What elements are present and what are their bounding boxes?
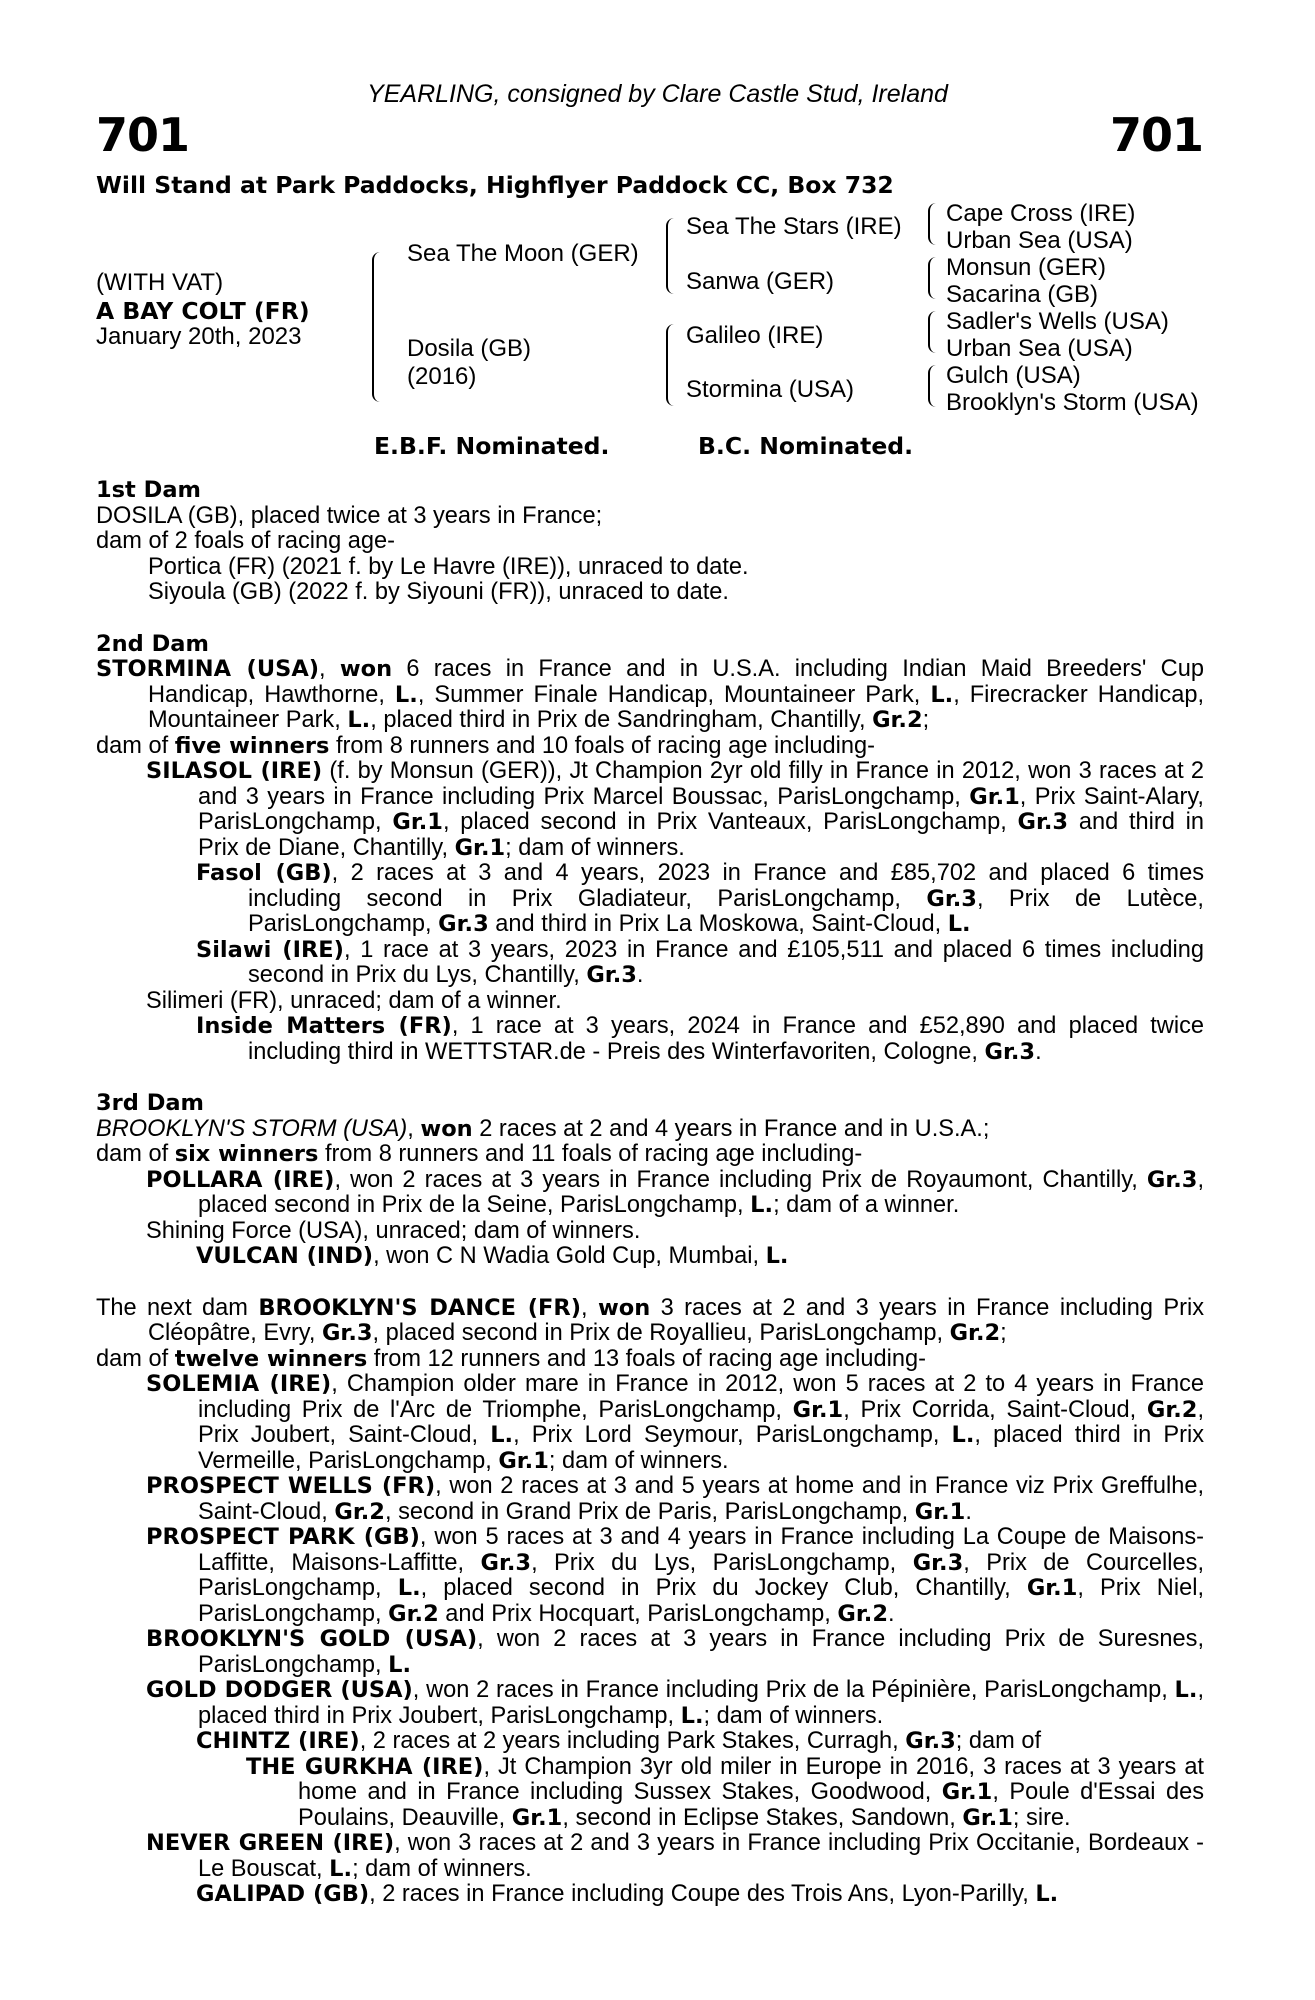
third-dam-heading: 3rd Dam (96, 1090, 204, 1116)
produce-entry: CHINTZ (IRE), 2 races at 2 years including Park Stakes, Curragh, Gr.3; dam of (196, 1728, 1042, 1754)
first-dam-foals: dam of 2 foals of racing age- (96, 528, 396, 554)
produce-entry: GOLD DODGER (USA), won 2 races in France including Prix de la Pépinière, ParisLongchamp, L., placed third in Prix Joubert, ParisLongchamp, L.; dam of winners. (146, 1677, 1204, 1729)
second-dam-produce-summary: dam of five winners from 8 runners and 10 foals of racing age including- (96, 732, 876, 759)
second-dam-heading: 2nd Dam (96, 630, 209, 657)
catalogue-body (96, 478, 1204, 1908)
pedigree-sds: Monsun (GER) (946, 254, 1107, 281)
pedigree-sdd: Sacarina (GB) (946, 281, 1099, 308)
produce-entry: POLLARA (IRE), won 2 races at 3 years in France including Prix de Royaumont, Chantilly, Gr.3, placed second in Prix de la Seine, ParisLongchamp, L.; dam of a winner. (146, 1166, 1204, 1218)
horse-name: A BAY COLT (FR) (96, 297, 310, 325)
pedigree-bracket-sire (666, 218, 676, 294)
foal-entry: Portica (FR) (2021 f. by Le Havre (IRE)), unraced to date. (148, 553, 749, 580)
lot-number-right: 701 (1109, 108, 1203, 162)
pedigree-dsd: Urban Sea (USA) (946, 335, 1133, 362)
pedigree-bracket-dd (928, 365, 937, 407)
produce-entry: NEVER GREEN (IRE), won 3 races at 2 and 3 years in France including Prix Occitanie, Bordeaux - Le Bouscat, L.; dam of winners. (146, 1830, 1204, 1882)
third-dam-produce-summary: dam of six winners from 8 runners and 11 foals of racing age including- (96, 1141, 863, 1167)
pedigree-sss: Cape Cross (IRE) (946, 200, 1136, 227)
produce-entry: SILASOL (IRE) (f. by Monsun (GER)), Jt Champion 2yr old filly in France in 2012, won 3 races at 2 and 3 years in France including Prix Marcel Boussac, ParisLongchamp, Gr.1, Prix Saint-Alary, ParisLongchamp, Gr.1, placed second in Prix Vanteaux, ParisLongchamp, Gr.3 and third in Prix de Diane, Chantilly, Gr.1; dam of winners. (146, 758, 1204, 861)
pedigree-ddd: Brooklyn's Storm (USA) (946, 389, 1199, 416)
sale-subtitle: YEARLING, consigned by Clare Castle Stud, Ireland (367, 80, 948, 108)
third-dam-record: BROOKLYN'S STORM (USA), won 2 races at 2 and 4 years in France and in U.S.A.; (96, 1115, 990, 1142)
lot-number-left: 701 (96, 108, 190, 162)
produce-entry: Inside Matters (FR), 1 race at 3 years, 2024 in France and £52,890 and placed twice including third in WETTSTAR.de - Preis des Winterfavoriten, Cologne, Gr.3. (196, 1013, 1205, 1065)
pedigree-sire: Sea The Moon (GER) (407, 240, 639, 267)
pedigree-bracket-ss (928, 203, 937, 245)
pedigree-bracket-ds (928, 311, 937, 353)
produce-entry: GALIPAD (GB), 2 races in France including Coupe des Trois Ans, Lyon-Parilly, L. (196, 1881, 1059, 1907)
pedigree-dds: Gulch (USA) (946, 362, 1081, 389)
foal-entry: Siyoula (GB) (2022 f. by Siyouni (FR)), unraced to date. (148, 579, 729, 605)
stand-location: Will Stand at Park Paddocks, Highflyer Paddock CC, Box 732 (96, 171, 894, 199)
produce-entry: PROSPECT PARK (GB), won 5 races at 3 and 4 years in France including La Coupe de Maisons-Laffitte, Maisons-Laffitte, Gr.3, Prix du Lys, ParisLongchamp, Gr.3, Prix de Courcelles, ParisLongchamp, L., placed second in Prix du Jockey Club, Chantilly, Gr.1, Prix Niel, ParisLongchamp, Gr.2 and Prix Hocquart, ParisLongchamp, Gr.2. (146, 1524, 1205, 1627)
pedigree-bracket-sd (928, 257, 937, 299)
bc-nomination: B.C. Nominated. (698, 432, 914, 460)
pedigree-dss: Sadler's Wells (USA) (946, 308, 1169, 335)
second-dam-record: STORMINA (USA), won 6 races in France and in U.S.A. including Indian Maid Breeders' Cup Handicap, Hawthorne, L., Summer Finale Handicap, Mountaineer Park, L., Firecracker Handicap, Mountaineer Park, L., placed third in Prix de Sandringham, Chantilly, Gr.2; (96, 656, 1204, 733)
pedigree-bracket-gen1 (372, 252, 384, 402)
pedigree-dam: Dosila (GB) (407, 335, 532, 362)
pedigree-dam-year: (2016) (407, 363, 477, 390)
produce-entry: Silawi (IRE), 1 race at 3 years, 2023 in France and £105,511 and placed 6 times including second in Prix du Lys, Chantilly, Gr.3. (196, 936, 1205, 988)
next-dam-produce-summary: dam of twelve winners from 12 runners and 13 foals of racing age including- (96, 1345, 926, 1372)
pedigree-ssd: Urban Sea (USA) (946, 227, 1133, 254)
ebf-nomination: E.B.F. Nominated. (374, 432, 610, 460)
produce-entry: Fasol (GB), 2 races at 3 and 4 years, 2023 in France and £85,702 and placed 6 times including second in Prix Gladiateur, ParisLongchamp, Gr.3, Prix de Lutèce, ParisLongchamp, Gr.3 and third in Prix La Moskowa, Saint-Cloud, L. (196, 860, 1204, 937)
horse-dob: January 20th, 2023 (96, 323, 302, 350)
next-dam-record: The next dam BROOKLYN'S DANCE (FR), won 3 races at 2 and 3 years in France including Prix Cléopâtre, Evry, Gr.3, placed second in Prix de Royallieu, ParisLongchamp, Gr.2; (96, 1294, 1204, 1346)
first-dam-heading: 1st Dam (96, 477, 201, 503)
produce-entry: Silimeri (FR), unraced; dam of a winner. (146, 987, 562, 1014)
vat-note: (WITH VAT) (96, 269, 224, 296)
pedigree-bracket-dam (666, 324, 676, 406)
produce-entry: BROOKLYN'S GOLD (USA), won 2 races at 3 years in France including Prix de Suresnes, ParisLongchamp, L. (146, 1626, 1204, 1678)
pedigree-dam-dam: Stormina (USA) (686, 376, 855, 403)
first-dam-line: DOSILA (GB), placed twice at 3 years in France; (96, 502, 603, 529)
produce-entry: Shining Force (USA), unraced; dam of winners. (146, 1217, 641, 1244)
pedigree-sire-sire: Sea The Stars (IRE) (686, 213, 902, 240)
pedigree-sire-dam: Sanwa (GER) (686, 268, 835, 295)
produce-entry: SOLEMIA (IRE), Champion older mare in France in 2012, won 5 races at 2 to 4 years in France including Prix de l'Arc de Triomphe, ParisLongchamp, Gr.1, Prix Corrida, Saint-Cloud, Gr.2, Prix Joubert, Saint-Cloud, L., Prix Lord Seymour, ParisLongchamp, L., placed third in Prix Vermeille, ParisLongchamp, Gr.1; dam of winners. (146, 1371, 1205, 1474)
produce-entry: PROSPECT WELLS (FR), won 2 races at 3 and 5 years at home and in France viz Prix Greffulhe, Saint-Cloud, Gr.2, second in Grand Prix de Paris, ParisLongchamp, Gr.1. (146, 1473, 1204, 1525)
produce-entry: THE GURKHA (IRE), Jt Champion 3yr old miler in Europe in 2016, 3 races at 3 years at home and in France including Sussex Stakes, Goodwood, Gr.1, Poule d'Essai des Poulains, Deauville, Gr.1, second in Eclipse Stakes, Sandown, Gr.1; sire. (246, 1753, 1204, 1831)
pedigree-dam-sire: Galileo (IRE) (686, 322, 824, 349)
produce-entry: VULCAN (IND), won C N Wadia Gold Cup, Mumbai, L. (196, 1243, 789, 1269)
